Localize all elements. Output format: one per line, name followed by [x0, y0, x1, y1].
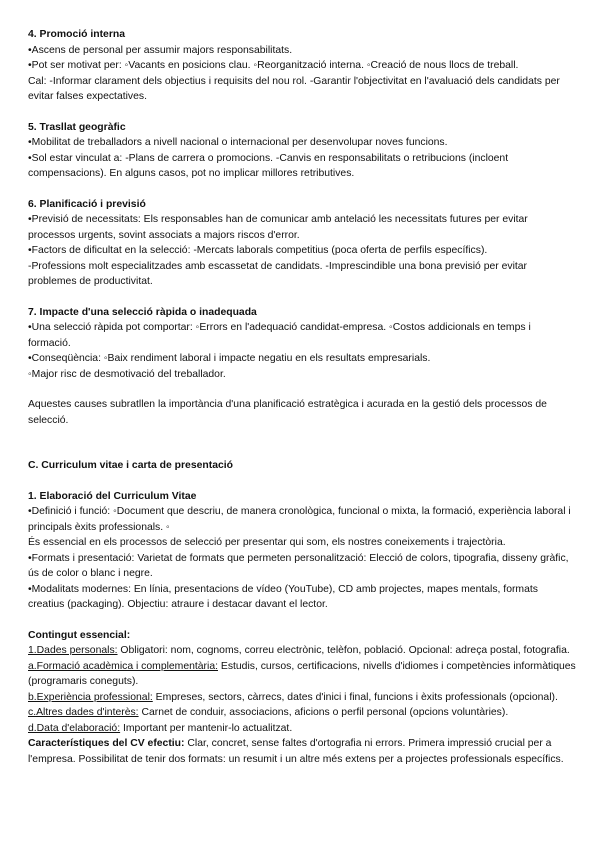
paragraph: •Sol estar vinculat a: -Plans de carrera o promocions. -Canvis en responsabilitats o retribucions (incloent compensacions). En alguns casos, pot no implicar millores retributives.: [28, 152, 509, 179]
paragraph: •Previsió de necessitats: Els responsables han de comunicar amb antelació les necessitats futures per evitar processos urgents, sovint associats a majors riscos d'error.: [28, 214, 528, 241]
section-promocio-interna: [28, 27, 576, 105]
section-impacte: [28, 305, 576, 383]
list-item: [28, 659, 576, 690]
paragraph: •Definició i funció: ◦Document que descriu, de manera cronològica, funcional o mixta, la formació, experiència laboral i principals èxits professionals. ◦: [28, 506, 571, 533]
paragraph: •Conseqüència: ◦Baix rendiment laboral i impacte negatiu en els resultats empresarials.: [28, 353, 431, 364]
paragraph: •Una selecció ràpida pot comportar: ◦Errors en l'adequació candidat-empresa. ◦Costos addicionals en temps i formació.: [28, 322, 531, 349]
conclusion-paragraph: Aquestes causes subratllen la importància d'una planificació estratègica i acurada en la gestió dels processos de selecció.: [28, 399, 547, 426]
paragraph: •Formats i presentació: Varietat de formats que permeten personalització: Elecció de colors, tipografia, disseny gràfic, ús de color o blanc i negre.: [28, 552, 569, 579]
section-heading: Contingut essencial:: [28, 629, 131, 641]
paragraph: -Professions molt especialitzades amb escassetat de candidats. -Imprescindible una bona previsió per evitar problemes de productivitat.: [28, 260, 528, 287]
paragraph: ◦Major risc de desmotivació del treballador.: [28, 368, 226, 380]
paragraph: •Mobilitat de treballadors a nivell nacional o internacional per desenvolupar noves funcions.: [28, 137, 448, 148]
section-contingut-essencial: [28, 628, 576, 768]
list-item: [28, 690, 576, 706]
item-text: Estudis, cursos, certificacions, nivells d'idiomes i competències informàtiques (programaris coneguts).: [28, 660, 576, 687]
item-text: Empreses, sectors, càrrecs, dates d'inici i final, funcions i èxits professionals (opcional).: [152, 691, 558, 703]
paragraph: •Pot ser motivat per: ◦Vacants en posicions clau. ◦Reorganització interna. ◦Creació de nous llocs de treball.: [28, 60, 519, 71]
item-label: a.Formació acadèmica i complementària:: [28, 660, 218, 672]
list-item: [28, 721, 576, 737]
paragraph: •Modalitats modernes: En línia, presentacions de vídeo (YouTube), CD amb projectes, mapes mentals, formats creatius (packaging). Objectiu: atraure i destacar davant el lector.: [28, 583, 538, 610]
paragraph: Cal: -Informar clarament dels objectius i requisits del nou rol. -Garantir l'objectivitat en l'avaluació dels candidats per evitar falses expectatives.: [28, 75, 560, 102]
section-heading: 4. Promoció interna: [28, 29, 126, 40]
document-page: [28, 27, 576, 767]
section-heading: 5. Trasllat geogràfic: [28, 121, 126, 133]
list-item: [28, 643, 576, 659]
section-planificacio: [28, 197, 576, 290]
section-heading: 6. Planificació i previsió: [28, 198, 146, 210]
item-label: d.Data d'elaboració:: [28, 722, 121, 734]
section-heading: 7. Impacte d'una selecció ràpida o inadequada: [28, 306, 257, 318]
characteristics-paragraph: [28, 736, 576, 767]
paragraph: •Ascens de personal per assumir majors responsabilitats.: [28, 44, 293, 56]
section-c-heading: C. Curriculum vitae i carta de presentació: [28, 460, 233, 471]
paragraph: •Factors de dificultat en la selecció: -Mercats laborals competitius (poca oferta de perfils específics).: [28, 245, 488, 256]
item-label: 1.Dades personals:: [28, 645, 118, 656]
item-text: Obligatori: nom, cognoms, correu electrònic, telèfon, població. Opcional: adreça postal, fotografia.: [117, 645, 570, 656]
section-heading: 1. Elaboració del Curriculum Vitae: [28, 490, 197, 502]
section-cv-elaboracio: [28, 489, 576, 613]
item-text: Carnet de conduir, associacions, aficions o perfil personal (opcions voluntàries).: [138, 707, 509, 718]
list-item: [28, 705, 576, 721]
characteristics-label: Característiques del CV efectiu:: [28, 738, 185, 749]
section-trasllat-geografic: [28, 120, 576, 182]
paragraph: És essencial en els processos de selecció per presentar qui som, els nostres coneixements i trajectòria.: [28, 537, 506, 548]
item-label: c.Altres dades d'interès:: [28, 707, 139, 718]
characteristics-text: Clar, concret, sense faltes d'ortografia ni errors. Primera impressió crucial per a l'empresa. Possibilitat de tenir dos formats: un resumit i un altre més extens per a projectes professionals específics.: [28, 738, 564, 765]
item-text: Important per mantenir-lo actualitzat.: [120, 722, 293, 734]
item-label: b.Experiència professional:: [28, 691, 153, 703]
